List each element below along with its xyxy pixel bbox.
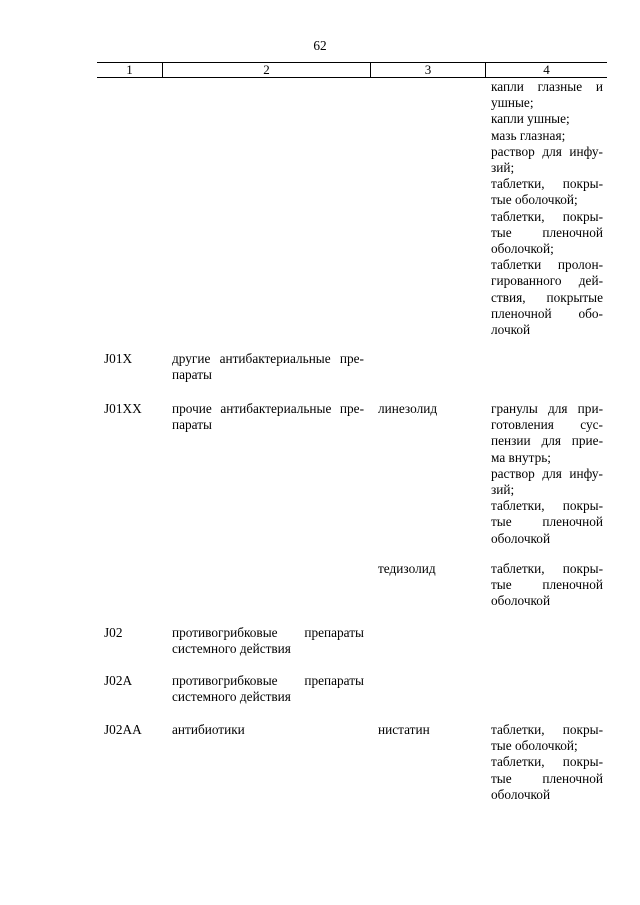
name-line: антибиотики: [172, 722, 245, 737]
atc-code: J01X: [104, 351, 133, 366]
form-line: пленочной обо-: [491, 305, 603, 321]
group-name: [172, 673, 364, 705]
dosage-forms: [491, 561, 603, 610]
form-line: ствия, покрытые: [491, 289, 603, 305]
atc-code: J02AA: [104, 722, 142, 737]
drug-name: линезолид: [378, 401, 438, 416]
form-line: тые оболочкой;: [491, 192, 578, 208]
dosage-forms: [491, 722, 603, 803]
form-line: гированного дей-: [491, 273, 603, 289]
form-line: пензии для прие-: [491, 433, 603, 449]
form-line: таблетки, покры-: [491, 208, 603, 224]
form-line: оболочкой: [491, 786, 551, 802]
drug-name: нистатин: [378, 722, 430, 737]
form-line: тые пленочной: [491, 577, 603, 593]
header-col-2: 2: [162, 63, 370, 77]
form-line: оболочкой;: [491, 241, 554, 257]
header-col-3: 3: [370, 63, 485, 77]
name-line: прочие антибактериальные пре-: [172, 401, 364, 416]
form-line: таблетки, покры-: [491, 754, 603, 770]
header-col-1: 1: [126, 62, 133, 77]
name-line: другие антибактериальные пре-: [172, 351, 364, 366]
atc-code: J02: [104, 625, 123, 640]
form-line: капли глазные и: [491, 79, 603, 94]
drug-name: тедизолид: [378, 561, 436, 576]
form-line: раствор для инфу-: [491, 465, 603, 481]
form-line: зий;: [491, 160, 515, 176]
form-line: тые пленочной: [491, 224, 603, 240]
form-line: ма внутрь;: [491, 449, 551, 465]
form-line: мазь глазная;: [491, 127, 566, 143]
table-header: [97, 62, 607, 78]
name-line: параты: [172, 417, 212, 433]
form-line: зий;: [491, 482, 515, 498]
name-line: противогрибковые препараты: [172, 673, 364, 688]
name-line: параты: [172, 367, 212, 383]
group-name: [172, 625, 364, 657]
name-line: противогрибковые препараты: [172, 625, 364, 640]
form-line: капли ушные;: [491, 111, 570, 127]
form-line: таблетки, покры-: [491, 561, 603, 576]
header-col-4: 4: [485, 63, 607, 77]
form-line: тые оболочкой;: [491, 738, 578, 754]
form-line: ушные;: [491, 95, 534, 111]
dosage-forms: [491, 79, 603, 338]
page-number: 62: [313, 38, 327, 53]
atc-code: J01XX: [104, 401, 142, 416]
form-line: готовления сус-: [491, 417, 603, 433]
form-line: таблетки, покры-: [491, 498, 603, 514]
form-line: таблетки, покры-: [491, 176, 603, 192]
group-name: [172, 351, 364, 383]
form-line: оболочкой: [491, 530, 551, 546]
group-name: [172, 401, 364, 433]
form-line: таблетки, покры-: [491, 722, 603, 737]
name-line: системного действия: [172, 641, 291, 657]
form-line: оболочкой: [491, 593, 551, 609]
group-name: [172, 722, 364, 738]
form-line: лочкой: [491, 322, 531, 338]
form-line: гранулы для при-: [491, 401, 603, 416]
atc-code: J02A: [104, 673, 133, 688]
form-line: раствор для инфу-: [491, 143, 603, 159]
form-line: тые пленочной: [491, 514, 603, 530]
dosage-forms: [491, 401, 603, 547]
form-line: тые пленочной: [491, 770, 603, 786]
name-line: системного действия: [172, 689, 291, 705]
form-line: таблетки пролон-: [491, 257, 603, 273]
